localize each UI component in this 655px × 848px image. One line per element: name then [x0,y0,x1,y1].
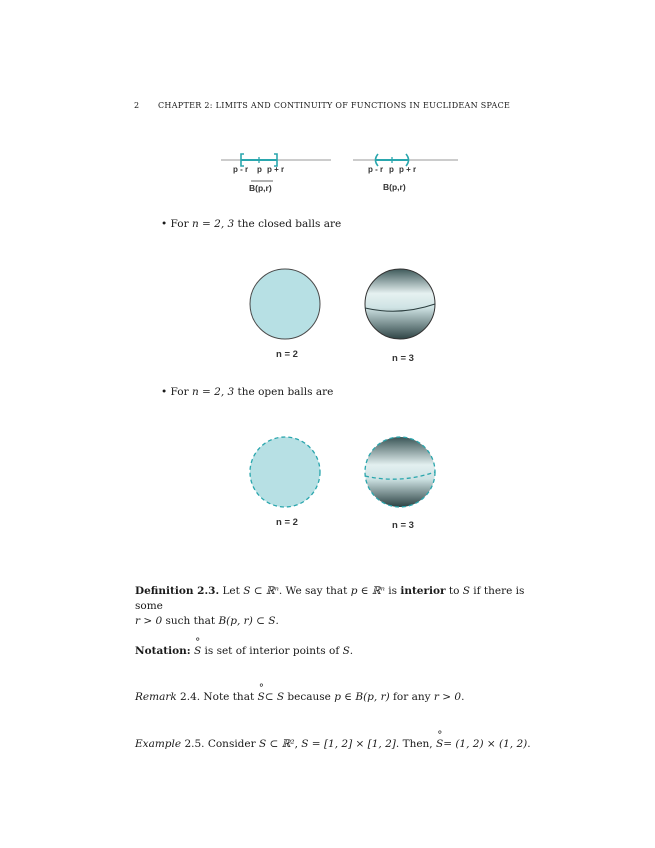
example-math: S = [1, 2] × [1, 2] [301,738,396,750]
definition-text: such that [162,615,219,627]
bullet-closed-balls [161,218,341,230]
remark-2-4 [135,690,464,705]
example-2-5 [135,737,531,752]
definition-line-2 [135,614,535,629]
tick-label-p-minus-r: p - r [233,165,249,174]
remark-label: Remark [135,691,177,703]
tick-label-p: p [257,165,262,174]
bullet-marker: • [161,218,168,230]
remark-text: because [284,691,335,703]
definition-text: to [445,585,463,597]
tick-label-p-plus-r: p + r [399,165,417,174]
notation-math: S [342,645,350,657]
remark-math: p ∈ B(p, r) [334,691,390,703]
definition-line-1 [135,584,535,614]
definition-math: p ∈ ℝⁿ [350,585,385,597]
notation-text: is set of interior points of [201,645,343,657]
example-text: , [294,738,302,750]
open-balls-figure [245,432,445,514]
definition-text: . We say that [278,585,351,597]
definition-math: S [462,585,470,597]
open-disk [250,437,320,507]
bullet-text: the closed balls are [234,218,342,230]
caption-n2: n = 2 [276,517,298,528]
notation [135,644,353,659]
example-math: = (1, 2) × (1, 2) [443,738,528,750]
caption-n3: n = 3 [392,520,414,531]
definition-text: is [384,585,401,597]
caption-n3: n = 3 [392,353,414,364]
closed-disk [250,269,320,339]
bullet-text: the open balls are [234,386,334,398]
closed-balls-figure [245,264,445,346]
open-ball-caption: B(p,r) [383,182,406,192]
open-sphere [365,437,435,507]
definition-text: Let [219,585,244,597]
definition-math: B(p, r) ⊂ S [218,615,276,627]
bullet-math: n = 2, 3 [191,218,235,230]
example-text: . Then, [395,738,436,750]
definition-label: Definition 2.3. [135,585,220,597]
definition-text: . [275,615,279,627]
remark-text: Note that [200,691,258,703]
running-header: CHAPTER 2: LIMITS AND CONTINUITY OF FUNCTIONS IN EUCLIDEAN SPACE [158,101,511,110]
interior-symbol: ° S [194,644,201,659]
interior-symbol: ° S [436,737,443,752]
notation-text: . [349,645,354,657]
definition-text: if there is some [135,585,525,612]
bullet-text: For [170,386,192,398]
definition-math: r > 0 [135,615,163,627]
example-label: Example [135,738,182,750]
interior-symbol: ° S [258,690,265,705]
remark-text: for any [389,691,434,703]
tick-label-p-plus-r: p + r [267,165,285,174]
closed-sphere [365,269,435,339]
notation-label: Notation: [135,645,191,657]
tick-label-p-minus-r: p - r [368,165,384,174]
page-number: 2 [134,101,140,110]
example-math: S ⊂ ℝ² [258,738,295,750]
bullet-text: For [170,218,192,230]
remark-number: 2.4. [176,691,201,703]
remark-math: r > 0 [433,691,462,703]
example-number: 2.5. [181,738,205,750]
definition-math: S ⊂ ℝⁿ [243,585,279,597]
remark-text: . [461,691,465,703]
closed-ball-caption: B(p,r) [249,183,272,193]
bullet-marker: • [161,386,168,398]
caption-n2: n = 2 [276,349,298,360]
tick-label-p: p [389,165,394,174]
remark-math: ⊂ S [264,691,285,703]
example-text: . [527,738,531,750]
definition-2-3 [135,584,535,629]
bullet-math: n = 2, 3 [191,386,235,398]
definition-term: interior [400,585,446,597]
bullet-open-balls [161,386,333,398]
example-text: Consider [204,738,259,750]
